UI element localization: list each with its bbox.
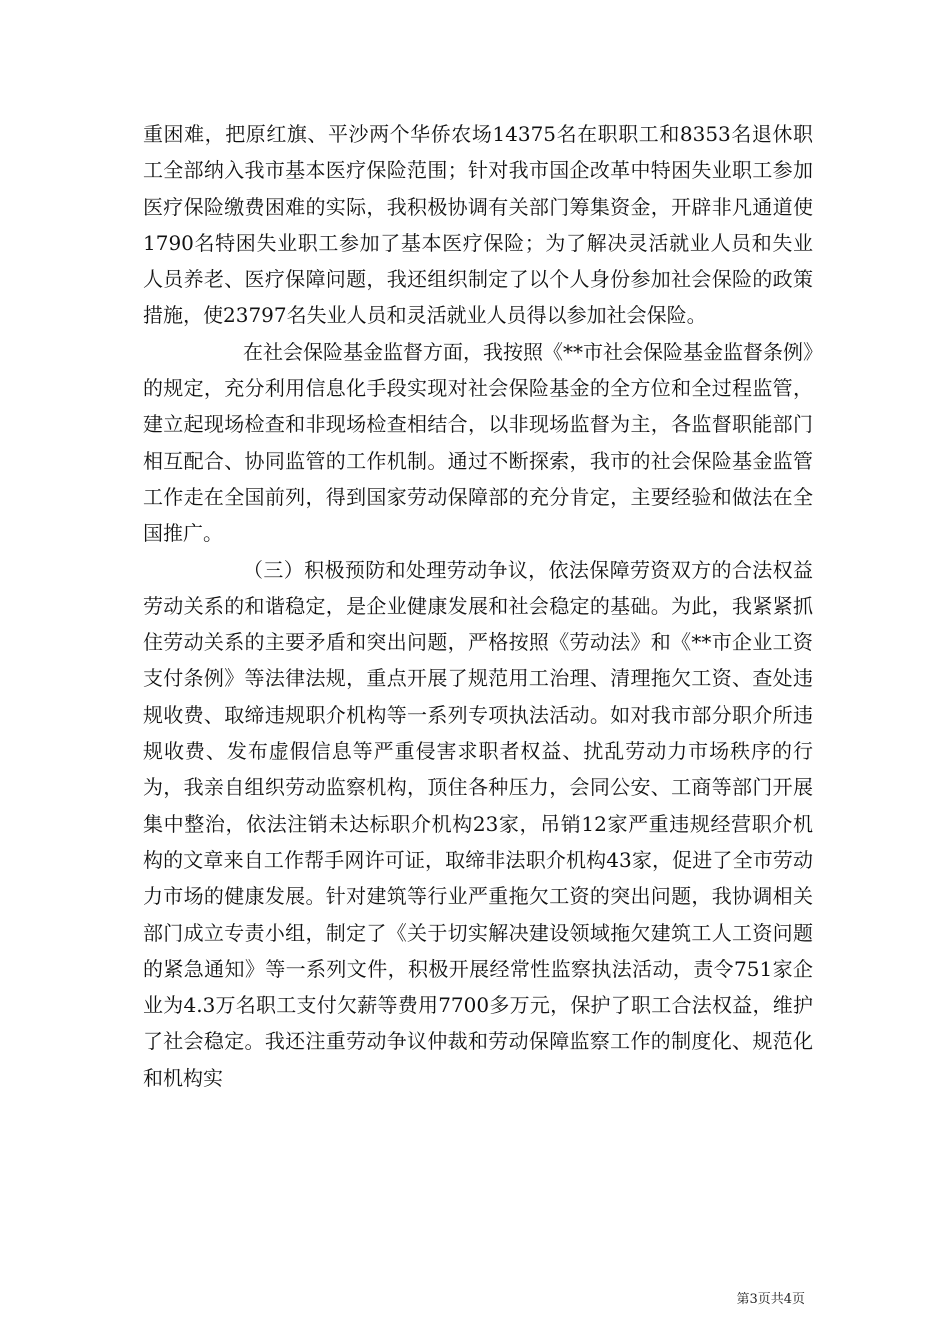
page-number: 第3页共4页	[736, 1292, 805, 1307]
paragraph-1: 重困难，把原红旗、平沙两个华侨农场14375名在职职工和8353名退休职工全部纳入我市基本医疗保险范围；针对我市国企改革中特困失业职工参加医疗保险缴费困难的实际，我积极协调有关部门筹集资金，开辟非凡通道使1790名特困失业职工参加了基本医疗保险；为了解决灵活就业人员和失业人员养老、医疗保障问题，我还组织制定了以个人身份参加社会保险的政策措施，使23797名失业人员和灵活就业人员得以参加社会保险。	[143, 122, 813, 328]
paragraph-2: 在社会保险基金监督方面，我按照《**市社会保险基金监督条例》的规定，充分利用信息化手段实现对社会保险基金的全方位和全过程监管，建立起现场检查和非现场检查相结合，以非现场监督为主，各监督职能部门相互配合、协同监管的工作机制。通过不断探索，我市的社会保险基金监管工作走在全国前列，得到国家劳动保障部的充分肯定，主要经验和做法在全国推广。	[143, 339, 813, 546]
document-body	[143, 116, 813, 1096]
paragraph-3: （三）积极预防和处理劳动争议，依法保障劳资双方的合法权益劳动关系的和谐稳定，是企业健康发展和社会稳定的基础。为此，我紧紧抓住劳动关系的主要矛盾和突出问题，严格按照《劳动法》和《**市企业工资支付条例》等法律法规，重点开展了规范用工治理、清理拖欠工资、查处违规收费、取缔违规职介机构等一系列专项执法活动。如对我市部分职介所违规收费、发布虚假信息等严重侵害求职者权益、扰乱劳动力市场秩序的行为，我亲自组织劳动监察机构，顶住各种压力，会同公安、工商等部门开展集中整治，依法注销未达标职介机构23家，吊销12家严重违规经营职介机构的文章来自工作帮手网许可证，取缔非法职介机构43家，促进了全市劳动力市场的健康发展。针对建筑等行业严重拖欠工资的突出问题，我协调相关部门成立专责小组，制定了《关于切实解决建设领域拖欠建筑工人工资问题的紧急通知》等一系列文件，积极开展经常性监察执法活动，责令751家企业为4.3万名职工支付欠薪等费用7700多万元，保护了职工合法权益，维护了社会稳定。我还注重劳动争议仲裁和劳动保障监察工作的制度化、规范化和机构实	[143, 557, 813, 1090]
